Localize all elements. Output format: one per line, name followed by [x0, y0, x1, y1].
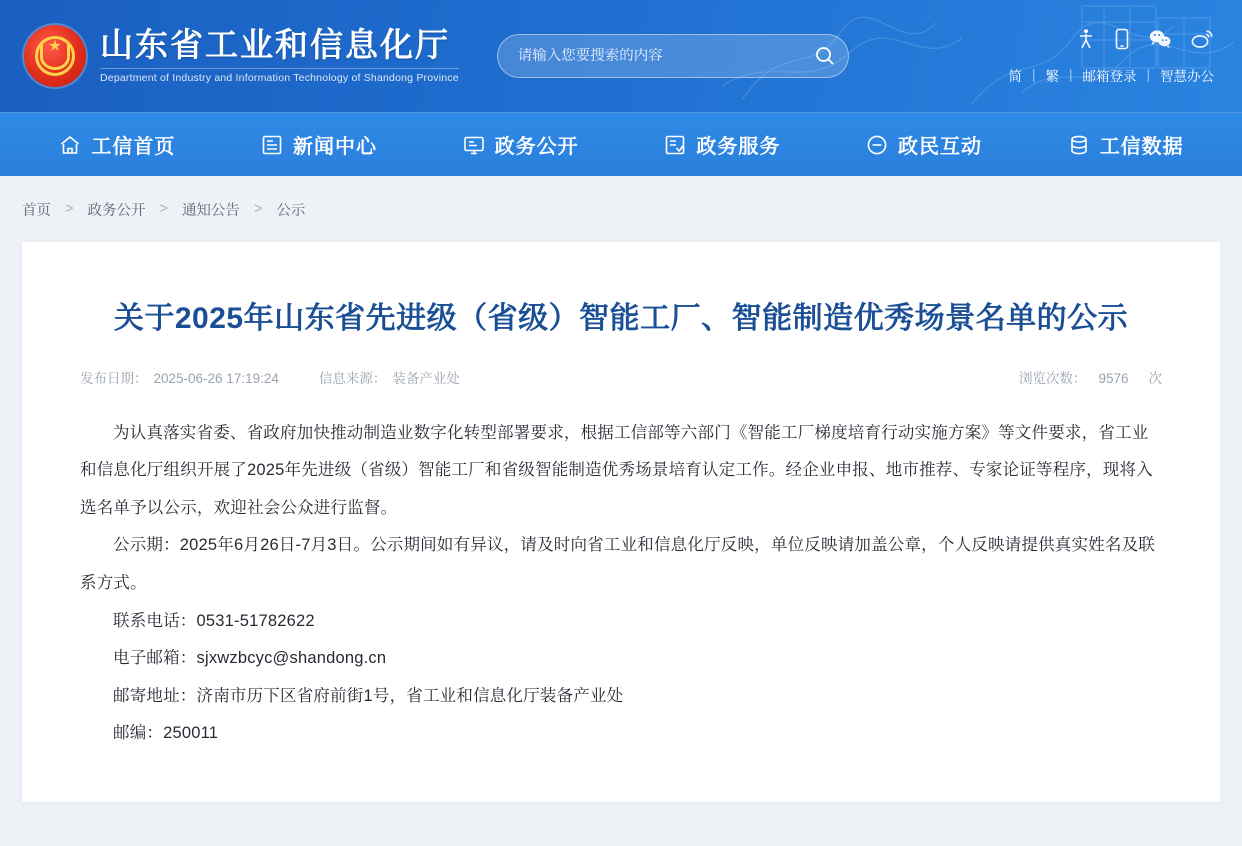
article-meta [80, 367, 1162, 401]
link-separator-1: | [1031, 67, 1036, 82]
publish-date-group [80, 367, 279, 387]
source-label: 信息来源： [318, 370, 387, 386]
nav-label-home: 工信首页 [91, 136, 176, 158]
nav-item-interaction[interactable] [823, 130, 1025, 159]
search-button[interactable] [810, 41, 840, 71]
views-group [1019, 367, 1162, 387]
header-utility-area [1008, 28, 1218, 85]
site-header [0, 0, 1242, 112]
source-group [319, 367, 460, 387]
utility-link-row [1008, 65, 1214, 85]
nav-item-data[interactable] [1024, 130, 1226, 159]
article-paragraph-phone: 联系电话：0531-51782622 [113, 611, 315, 630]
article-paragraph-1: 为认真落实省委、省政府加快推动制造业数字化转型部署要求，根据工信部等六部门《智能工厂梯度培育行动实施方案》等文件要求，省工业和信息化厅组织开展了2025年先进级（省级）智能工厂和省级智能制造优秀场景培育认定工作。经企业申报、地市推荐、专家论证等程序，现将入选名单予以公示，欢迎社会公众进行监督。 [80, 423, 1153, 517]
search-input[interactable] [518, 48, 810, 64]
nav-label-gov-service: 政务服务 [696, 136, 781, 158]
views-value: 9576 [1098, 370, 1129, 386]
article-paragraph-email: 电子邮箱：sjxwzbcyc@shandong.cn [113, 649, 387, 668]
views-unit: 次 [1148, 370, 1162, 386]
main-navigation [0, 112, 1242, 176]
breadcrumb-arrow-3: > [253, 201, 263, 217]
publish-date-value: 2025-06-26 17:19:24 [153, 370, 279, 386]
breadcrumb-arrow-1: > [65, 201, 74, 217]
emblem-star: ★ [48, 37, 62, 55]
breadcrumb-item-gov-disclosure[interactable]: 政务公开 [87, 202, 146, 219]
page-title: 关于2025年山东省先进级（省级）智能工厂、智能制造优秀场景名单的公示 [113, 302, 1129, 335]
mail-login-link[interactable]: 邮箱登录 [1082, 68, 1137, 84]
mobile-icon[interactable] [1114, 28, 1130, 55]
news-icon [260, 133, 284, 157]
database-icon [1067, 133, 1091, 157]
nav-label-data: 工信数据 [1099, 136, 1184, 158]
search-bar[interactable] [497, 34, 849, 78]
nav-item-gov-service[interactable] [621, 130, 823, 159]
weibo-icon[interactable] [1190, 28, 1214, 55]
lang-simplified-link[interactable]: 简 [1008, 68, 1022, 84]
nav-item-gov-disclosure[interactable] [419, 130, 621, 159]
national-emblem-logo [24, 25, 86, 87]
views-label: 浏览次数： [1018, 370, 1087, 386]
service-icon [663, 133, 687, 157]
nav-label-gov-disclosure: 政务公开 [494, 136, 579, 158]
link-separator-3: | [1146, 67, 1150, 82]
utility-icon-row [1076, 28, 1214, 55]
nav-item-home[interactable] [16, 130, 218, 159]
site-title-cn: 山东省工业和信息化厅 [100, 26, 450, 64]
wechat-icon[interactable] [1148, 28, 1172, 55]
site-branding [100, 26, 459, 86]
nav-label-news: 新闻中心 [293, 136, 377, 158]
breadcrumb-item-home[interactable]: 首页 [22, 202, 51, 219]
link-separator-2: | [1068, 67, 1073, 82]
source-value: 装备产业处 [392, 370, 460, 386]
home-icon [58, 133, 82, 157]
lang-traditional-link[interactable]: 繁 [1045, 68, 1059, 84]
search-icon [814, 45, 836, 67]
chat-icon [865, 133, 889, 157]
smart-office-link[interactable]: 智慧办公 [1160, 68, 1214, 84]
breadcrumb [0, 176, 1242, 242]
nav-item-news[interactable] [218, 130, 420, 159]
nav-label-interaction: 政民互动 [898, 136, 983, 158]
accessibility-icon[interactable] [1076, 28, 1096, 55]
article-card [22, 242, 1220, 802]
breadcrumb-item-notices[interactable]: 通知公告 [181, 202, 240, 219]
breadcrumb-item-public-notice[interactable]: 公示 [276, 202, 306, 219]
article-paragraph-2: 公示期：2025年6月26日-7月3日。公示期间如有异议，请及时向省工业和信息化厅反映，单位反映请加盖公章，个人反映请提供真实姓名及联系方式。 [80, 536, 1155, 593]
breadcrumb-arrow-2: > [159, 201, 168, 217]
publish-date-label: 发布日期： [80, 370, 148, 386]
article-paragraph-postcode: 邮编：250011 [113, 724, 219, 743]
article-body [80, 415, 1162, 753]
article-paragraph-address: 邮寄地址：济南市历下区省府前街1号，省工业和信息化厅装备产业处 [113, 686, 624, 705]
site-title-en: Department of Industry and Information Technology of Shandong Province [100, 68, 459, 84]
monitor-icon [462, 133, 486, 157]
